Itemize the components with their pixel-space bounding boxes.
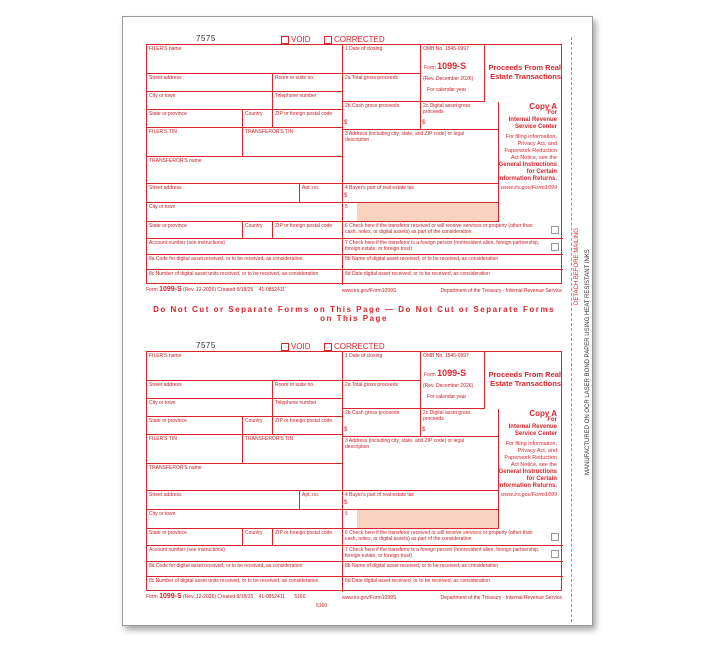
city-label: City or town: [149, 93, 176, 99]
footer-form-name: 1099-S: [159, 286, 182, 293]
room-box[interactable]: [273, 74, 343, 92]
box-2b[interactable]: [343, 102, 421, 130]
box-2a[interactable]: [343, 74, 421, 102]
general-instructions: General Instructions for Certain Information Returns.: [497, 469, 557, 489]
street-box[interactable]: [147, 381, 273, 399]
form-header: [146, 17, 562, 44]
form-name: 1099-S: [437, 61, 467, 71]
manufacturer-notice: [585, 55, 595, 615]
zip-box[interactable]: [273, 110, 343, 128]
box-3[interactable]: [343, 130, 499, 184]
calendar-year: For calendar year: [427, 394, 467, 400]
box-2b[interactable]: [343, 409, 421, 437]
box-2a-label: 2a Total gross proceeds: [345, 382, 398, 388]
footer-cat-number: 41-0852411: [258, 594, 285, 600]
zip-label: ZIP or foreign postal code: [275, 111, 333, 117]
void-label: VOID: [291, 35, 311, 44]
irs-url: www.irs.gov/Form1099: [501, 185, 557, 191]
form-grid: [146, 44, 562, 284]
box-1[interactable]: [343, 45, 421, 74]
corrected-checkbox[interactable]: [324, 343, 332, 351]
footer-form-prefix: Form: [146, 594, 158, 600]
void-label: VOID: [291, 342, 311, 351]
box-7-checkbox[interactable]: [551, 550, 559, 558]
box-1[interactable]: [343, 352, 421, 381]
irs-center: Internal Revenue Service Center: [508, 424, 557, 437]
filer-name-box[interactable]: [147, 45, 343, 74]
country-box[interactable]: [243, 110, 273, 128]
box-2a[interactable]: [343, 381, 421, 409]
box-8d-label: 8d Date digital asset received, or to be received, as consideration: [345, 271, 490, 277]
footer-revision: (Rev. 12-2026) Created 9/18/25: [183, 594, 254, 600]
street-label: Street address: [149, 382, 182, 388]
perforation-line: [571, 37, 572, 622]
form-title: Proceeds From Real Estate Transactions: [488, 370, 561, 388]
box-5-label: 5: [345, 511, 348, 517]
transferor-street-box[interactable]: [147, 184, 300, 203]
account-box[interactable]: [147, 239, 343, 255]
apt-label: Apt. no.: [302, 492, 320, 498]
form-footer: [146, 286, 562, 293]
box-6-label: 6 Check here if the transferor received or will receive services or property (other than cash, notes, or digital assets) as part of the consideration: [345, 223, 533, 235]
box-4[interactable]: [343, 491, 499, 510]
state-box[interactable]: [147, 110, 243, 128]
transferor-tin-box[interactable]: [243, 128, 343, 157]
detach-notice: [574, 55, 584, 615]
form-prefix: Form: [424, 372, 436, 378]
form-code: 7575: [196, 34, 216, 43]
footer-cat-number: 41-0852411: [258, 287, 285, 293]
calendar-year: For calendar year: [427, 87, 467, 93]
footer-department: Department of the Treasury - Internal Revenue Service: [440, 288, 562, 294]
transferor-country-box[interactable]: [243, 529, 273, 546]
box-3-label: 3 Address (including city, state, and ZIP code) or legal description: [345, 438, 465, 450]
filer-name-label: FILER'S name: [149, 46, 182, 52]
box-7[interactable]: [343, 546, 563, 562]
transferor-name-label: TRANSFEROR'S name: [149, 465, 202, 471]
void-checkbox[interactable]: [281, 343, 289, 351]
city-box[interactable]: [147, 399, 273, 417]
box-8a[interactable]: [147, 255, 343, 270]
transferor-street-label: Street address: [149, 185, 182, 191]
form-name: 1099-S: [437, 368, 467, 378]
room-box[interactable]: [273, 381, 343, 399]
filer-tin-box[interactable]: [147, 128, 243, 157]
transferor-country-box[interactable]: [243, 222, 273, 239]
general-instructions: General Instructions for Certain Information Returns.: [497, 162, 557, 182]
zip-label: ZIP or foreign postal code: [275, 418, 333, 424]
form-number: [424, 368, 466, 378]
omb-number: OMB No. 1545-0997: [423, 353, 469, 359]
dollar-sign: $: [344, 427, 348, 433]
box-7-label: 7 Check here if the transferor is a foreign person (nonresident alien, foreign partnership, foreign estate, or foreign trust): [345, 547, 540, 559]
filer-tin-label: FILER'S TIN: [149, 129, 177, 135]
transferor-zip-box[interactable]: [273, 529, 343, 546]
plate-number: 5160: [316, 603, 328, 609]
state-box[interactable]: [147, 417, 243, 435]
footer-department: Department of the Treasury - Internal Revenue Service: [440, 595, 562, 601]
transferor-name-box[interactable]: [147, 464, 343, 491]
street-label: Street address: [149, 75, 182, 81]
box-8b[interactable]: [343, 255, 563, 270]
room-label: Room or suite no.: [275, 75, 315, 81]
box-7-checkbox[interactable]: [551, 243, 559, 251]
room-label: Room or suite no.: [275, 382, 315, 388]
irs-url: www.irs.gov/Form1099: [501, 492, 557, 498]
footer-plate-number: 5160: [294, 594, 306, 600]
copy-for: For: [547, 417, 557, 423]
box-8d[interactable]: [343, 270, 563, 285]
transferor-zip-label: ZIP or foreign postal code: [275, 530, 333, 536]
form-number: [424, 61, 466, 71]
form-footer: [146, 593, 562, 600]
omb-number: OMB No. 1545-0997: [423, 46, 469, 52]
box-8d[interactable]: [343, 577, 563, 592]
filer-tin-box[interactable]: [147, 435, 243, 464]
footer-url: www.irs.gov/Form1099S: [342, 595, 397, 601]
box-2c-label: 2c Digital asset gross proceeds: [423, 103, 471, 115]
form-grid: [146, 351, 562, 591]
footer-form-name: 1099-S: [159, 593, 182, 600]
box-8d-label: 8d Date digital asset received, or to be received, as consideration: [345, 578, 490, 584]
box-2c[interactable]: [421, 409, 499, 437]
transferor-city-box[interactable]: [147, 203, 343, 222]
country-label: Country: [245, 418, 263, 424]
box-6-label: 6 Check here if the transferor received or will receive services or property (other than cash, notes, or digital assets) as part of the consideration: [345, 530, 533, 542]
box-6[interactable]: [343, 529, 563, 546]
footer-url: www.irs.gov/Form1099S: [342, 288, 397, 294]
box-6[interactable]: [343, 222, 563, 239]
transferor-name-label: TRANSFEROR'S name: [149, 158, 202, 164]
box-4-label: 4 Buyer's part of real estate tax: [345, 492, 415, 498]
footer-revision: (Rev. 12-2026) Created 9/18/25: [183, 287, 254, 293]
transferor-city-label: City or town: [149, 511, 176, 517]
apt-label: Apt. no.: [302, 185, 320, 191]
omb-box: [421, 352, 485, 409]
shaded-area: [357, 510, 498, 528]
box-8b-label: 8b Name of digital asset received, or to be received, as consideration: [345, 563, 499, 569]
box-4[interactable]: [343, 184, 499, 203]
dollar-sign: $: [422, 427, 426, 433]
transferor-city-label: City or town: [149, 204, 176, 210]
box-8c[interactable]: [147, 577, 343, 592]
box-6-checkbox[interactable]: [551, 226, 559, 234]
box-2b-label: 2b Cash gross proceeds: [345, 410, 400, 416]
copy-a-block: [497, 410, 557, 499]
account-box[interactable]: [147, 546, 343, 562]
dollar-sign: $: [344, 120, 348, 126]
country-label: Country: [245, 111, 263, 117]
account-label: Account number (see instructions): [149, 547, 225, 553]
corrected-label: CORRECTED: [334, 342, 385, 351]
box-8b-label: 8b Name of digital asset received, or to be received, as consideration: [345, 256, 499, 262]
manufacturer-text: MANUFACTURED ON OCR LASER BOND PAPER USING HEAT RESISTANT INKS: [585, 249, 591, 475]
box-2a-label: 2a Total gross proceeds: [345, 75, 398, 81]
telephone-box[interactable]: [273, 399, 343, 417]
box-4-label: 4 Buyer's part of real estate tax: [345, 185, 415, 191]
state-label: State or province: [149, 418, 187, 424]
box-1-label: 1 Date of closing: [345, 353, 383, 359]
box-5[interactable]: [343, 510, 499, 529]
tax-form-sheet: [122, 16, 593, 626]
revision-date: (Rev. December 2026): [423, 76, 474, 82]
box-1-label: 1 Date of closing: [345, 46, 383, 52]
city-label: City or town: [149, 400, 176, 406]
box-6-checkbox[interactable]: [551, 533, 559, 541]
box-8a-label: 8a Code for digital asset received, or to be received, as consideration: [149, 563, 303, 569]
revision-date: (Rev. December 2026): [423, 383, 474, 389]
transferor-tin-label: TRANSFEROR'S TIN: [245, 129, 294, 135]
dollar-sign: $: [344, 193, 348, 199]
box-5[interactable]: [343, 203, 499, 222]
transferor-state-box[interactable]: [147, 222, 243, 239]
transferor-zip-label: ZIP or foreign postal code: [275, 223, 333, 229]
state-label: State or province: [149, 111, 187, 117]
transferor-zip-box[interactable]: [273, 222, 343, 239]
box-8c-label: 8c Number of digital asset units received, or to be received, as consideration: [149, 271, 319, 277]
do-not-cut-line: Do Not Cut or Separate Forms on This Page — Do Not Cut or Separate Forms on This Page: [153, 305, 555, 323]
telephone-label: Telephone number: [275, 93, 317, 99]
void-checkbox[interactable]: [281, 36, 289, 44]
copy-a-title: Copy A: [529, 409, 557, 418]
transferor-state-label: State or province: [149, 223, 187, 229]
irs-center: Internal Revenue Service Center: [508, 117, 557, 130]
detach-text: DETACH BEFORE MAILING: [574, 228, 580, 305]
box-3-label: 3 Address (including city, state, and ZIP code) or legal description: [345, 131, 465, 143]
apt-box[interactable]: [300, 184, 343, 203]
filer-name-label: FILER'S name: [149, 353, 182, 359]
box-2b-label: 2b Cash gross proceeds: [345, 103, 400, 109]
corrected-checkbox[interactable]: [324, 36, 332, 44]
filer-name-box[interactable]: [147, 352, 343, 381]
dollar-sign: $: [344, 500, 348, 506]
box-8b[interactable]: [343, 562, 563, 577]
box-3[interactable]: [343, 437, 499, 491]
transferor-name-box[interactable]: [147, 157, 343, 184]
shaded-area: [357, 203, 498, 221]
corrected-label: CORRECTED: [334, 35, 385, 44]
form-title: Proceeds From Real Estate Transactions: [488, 63, 561, 81]
box-7[interactable]: [343, 239, 563, 255]
transferor-tin-label: TRANSFEROR'S TIN: [245, 436, 294, 442]
transferor-tin-box[interactable]: [243, 435, 343, 464]
transferor-state-label: State or province: [149, 530, 187, 536]
form-code: 7575: [196, 341, 216, 350]
copy-a-title: Copy A: [529, 102, 557, 111]
box-7-label: 7 Check here if the transferor is a foreign person (nonresident alien, foreign partnership, foreign estate, or foreign trust): [345, 240, 540, 252]
copy-a-block: [497, 103, 557, 192]
transferor-country-label: Country: [245, 530, 263, 536]
transferor-country-label: Country: [245, 223, 263, 229]
box-8c[interactable]: [147, 270, 343, 285]
footer-form-prefix: Form: [146, 287, 158, 293]
apt-box[interactable]: [300, 491, 343, 510]
box-8a[interactable]: [147, 562, 343, 577]
telephone-label: Telephone number: [275, 400, 317, 406]
filing-info: For filing information, Privacy Act, and Paperwork Reduction Act Notice, see the: [504, 134, 557, 161]
box-8c-label: 8c Number of digital asset units received, or to be received, as consideration: [149, 578, 319, 584]
form-prefix: Form: [424, 65, 436, 71]
box-2c-label: 2c Digital asset gross proceeds: [423, 410, 471, 422]
box-8a-label: 8a Code for digital asset received, or to be received, as consideration: [149, 256, 303, 262]
country-box[interactable]: [243, 417, 273, 435]
omb-box: [421, 45, 485, 102]
transferor-city-box[interactable]: [147, 510, 343, 529]
city-box[interactable]: [147, 92, 273, 110]
filer-tin-label: FILER'S TIN: [149, 436, 177, 442]
copy-for: For: [547, 110, 557, 116]
zip-box[interactable]: [273, 417, 343, 435]
box-5-label: 5: [345, 204, 348, 210]
transferor-state-box[interactable]: [147, 529, 243, 546]
transferor-street-label: Street address: [149, 492, 182, 498]
street-box[interactable]: [147, 74, 273, 92]
filing-info: For filing information, Privacy Act, and Paperwork Reduction Act Notice, see the: [504, 441, 557, 468]
transferor-street-box[interactable]: [147, 491, 300, 510]
box-2c[interactable]: [421, 102, 499, 130]
dollar-sign: $: [422, 120, 426, 126]
account-label: Account number (see instructions): [149, 240, 225, 246]
telephone-box[interactable]: [273, 92, 343, 110]
form-header: [146, 324, 562, 351]
